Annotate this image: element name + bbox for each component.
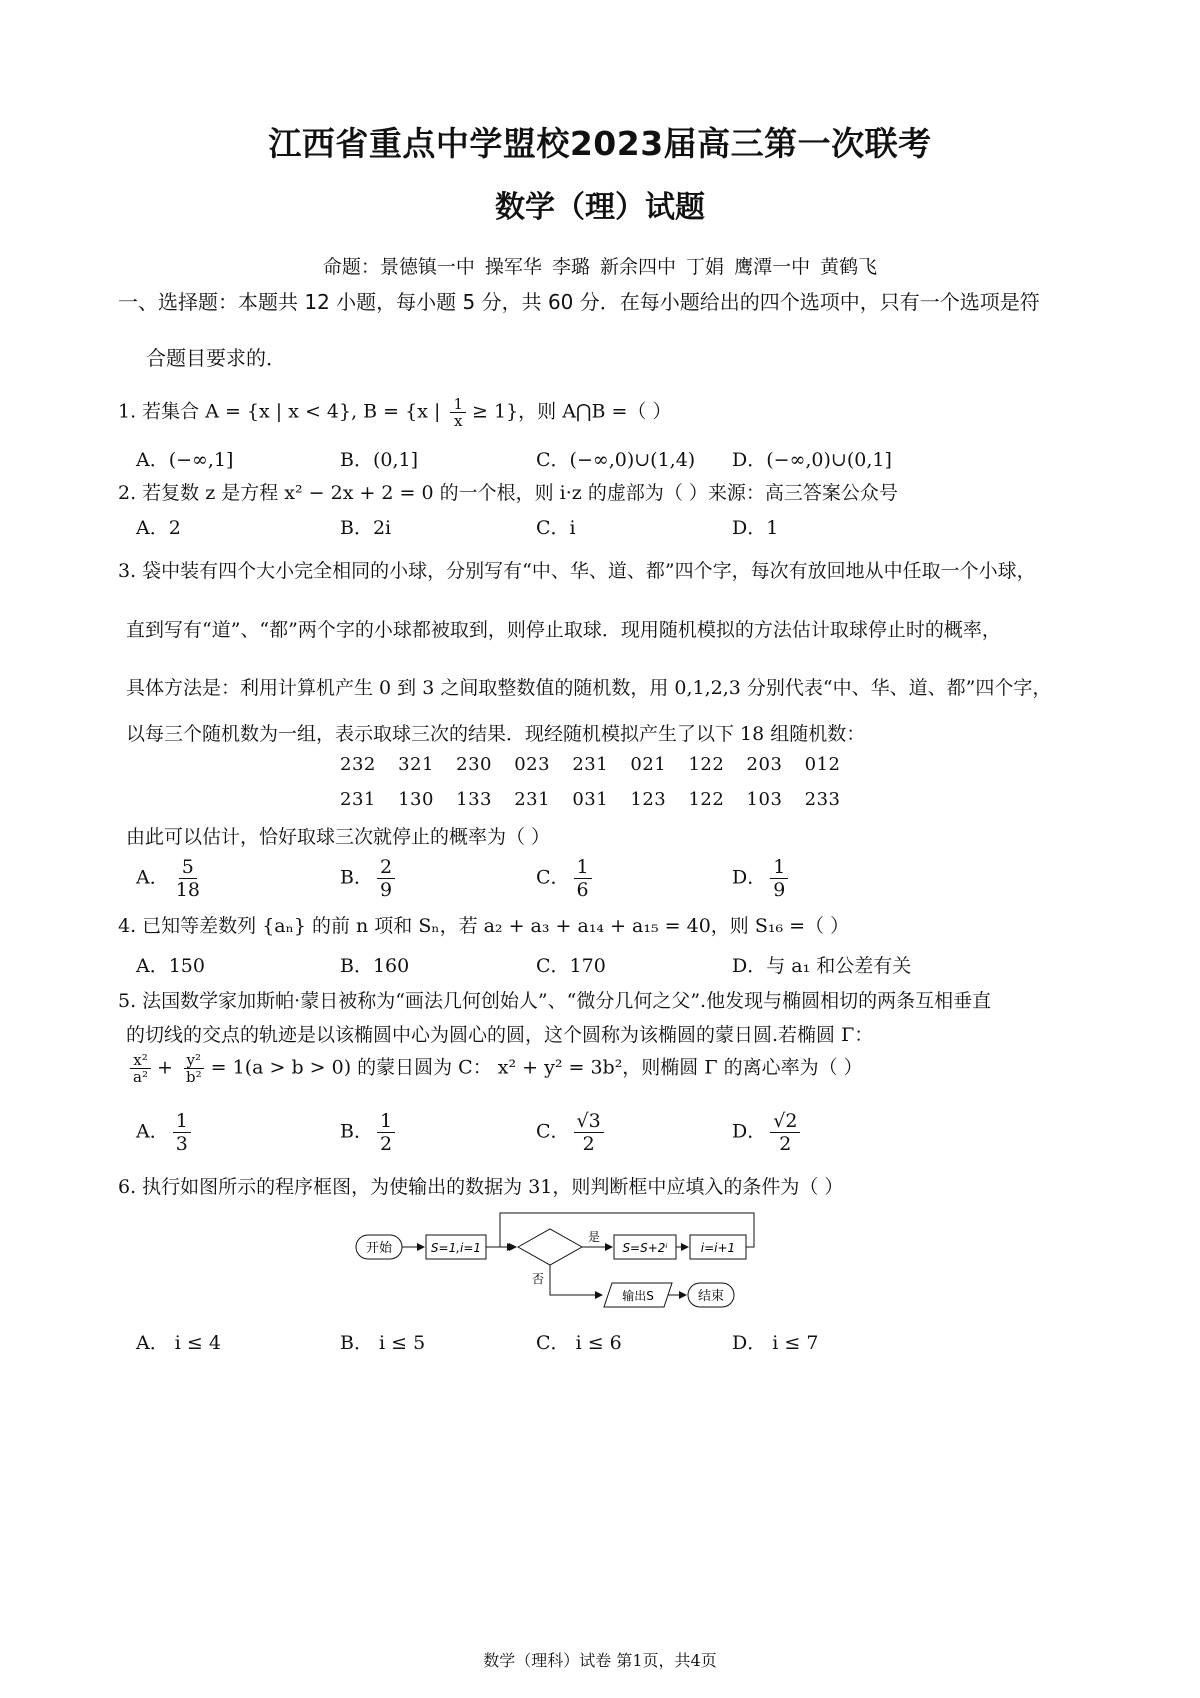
q3-option-a-den: 18	[175, 879, 200, 901]
flow-arrow-no	[550, 1265, 602, 1295]
q5-option-c	[536, 1110, 604, 1155]
q2-option-b: B．2i	[340, 517, 392, 539]
q5-option-b-label: B．	[340, 1120, 373, 1143]
question-3-line1: 3. 袋中装有四个大小完全相同的小球，分别写有“中、华、道、都”四个字，每次有放回地从中任取一个小球，	[118, 560, 1036, 582]
random-numbers-row2: 231 130 133 231 031 123 122 103 233	[340, 789, 841, 810]
q1-option-b: B．(0,1]	[340, 449, 419, 471]
q5-option-d-frac	[770, 1110, 800, 1155]
q5-option-a-label: A．	[136, 1120, 169, 1143]
q4-option-c: C．170	[536, 955, 606, 977]
q5-option-d-label: D．	[732, 1120, 767, 1143]
q3-option-b	[340, 856, 395, 901]
q3-option-a-num: 5	[179, 856, 197, 879]
section1-heading-line1: 一、选择题：本题共 12 小题，每小题 5 分，共 60 分．在每小题给出的四个选项中，只有一个选项是符	[118, 290, 1040, 314]
flow-end-text: 结束	[697, 1289, 725, 1304]
q3-option-b-label: B．	[340, 866, 373, 889]
q4-option-b: B．160	[340, 955, 410, 977]
question-5-line3	[126, 1052, 863, 1085]
section1-heading-line2: 合题目要求的．	[146, 346, 286, 370]
exam-authors: 命题：景德镇一中 操军华 李璐 新余四中 丁娟 鹰潭一中 黄鹤飞	[322, 256, 878, 278]
q3-option-c	[536, 856, 592, 901]
q3-option-c-label: C．	[536, 866, 570, 889]
flow-update-s-text: S=S+2ⁱ	[622, 1241, 668, 1255]
q2-option-c: C．i	[536, 517, 576, 539]
q5-option-a-num: 1	[173, 1110, 191, 1133]
q5-option-d-den: 2	[779, 1133, 792, 1155]
q5-option-d	[732, 1110, 800, 1155]
q1-option-a: A．(−∞,1]	[136, 449, 234, 471]
q5-frac-x-num: x²	[130, 1052, 150, 1069]
q3-option-d	[732, 856, 788, 901]
exam-title: 江西省重点中学盟校2023届高三第一次联考	[268, 124, 932, 163]
q1-frac-num: 1	[450, 396, 466, 413]
question-1-stem	[118, 396, 671, 429]
q5-plus: +	[157, 1056, 173, 1079]
question-2-stem: 2. 若复数 z 是方程 x² − 2x + 2 = 0 的一个根，则 i·z 的虚部为（ ）来源：高三答案公众号	[118, 482, 898, 504]
q5-option-b-frac	[377, 1110, 395, 1155]
random-numbers-row1: 232 321 230 023 231 021 122 203 012	[340, 754, 841, 775]
q1-stem-pre: 1. 若集合 A = {x | x < 4}, B = {x |	[118, 400, 441, 423]
question-5-line1: 5. 法国数学家加斯帕·蒙日被称为“画法几何创始人”、“微分几何之父”.他发现与椭圆相切的两条互相垂直	[118, 990, 992, 1012]
flow-output-text: 输出S	[622, 1289, 654, 1303]
q5-option-b-num: 1	[377, 1110, 395, 1133]
q6-option-a: A． i ≤ 4	[136, 1332, 221, 1354]
q5-option-c-den: 2	[582, 1133, 595, 1155]
q3-option-c-den: 6	[576, 879, 589, 901]
q3-option-d-frac	[770, 856, 788, 901]
flow-start-text: 开始	[365, 1241, 393, 1256]
question-3-line4: 以每三个随机数为一组，表示取球三次的结果．现经随机模拟产生了以下 18 组随机数：	[126, 723, 866, 745]
flow-decision-diamond	[518, 1229, 582, 1265]
q3-option-b-num: 2	[377, 856, 395, 879]
q4-option-a: A．150	[136, 955, 205, 977]
q5-frac-x	[130, 1052, 151, 1085]
q5-option-c-frac	[574, 1110, 604, 1155]
q5-option-a-frac	[173, 1110, 191, 1155]
q3-option-a-frac	[173, 856, 203, 901]
q2-option-a: A．2	[136, 517, 181, 539]
q5-frac-y-den: b²	[185, 1068, 202, 1086]
flow-init-text: S=1,i=1	[430, 1241, 482, 1255]
q4-option-d: D．与 a₁ 和公差有关	[732, 955, 912, 977]
q5-frac-x-den: a²	[133, 1068, 148, 1086]
q3-option-c-num: 1	[574, 856, 592, 879]
q5-option-b	[340, 1110, 395, 1155]
q5-option-b-den: 2	[379, 1133, 393, 1155]
q1-option-c: C．(−∞,0)∪(1,4)	[536, 449, 696, 471]
q6-option-d: D． i ≤ 7	[732, 1332, 819, 1354]
page-footer: 数学（理科）试卷 第1页，共4页	[483, 1651, 717, 1670]
q3-option-b-frac	[377, 856, 395, 901]
q5-option-a	[136, 1110, 191, 1155]
flow-no-label: 否	[531, 1272, 545, 1286]
q3-option-a	[136, 856, 203, 901]
q5-option-d-num: √2	[770, 1110, 800, 1133]
q5-frac-y	[183, 1052, 205, 1085]
question-4-stem: 4. 已知等差数列 {aₙ} 的前 n 项和 Sₙ，若 a₂ + a₃ + a₁₄ + a₁₅ = 40，则 S₁₆ =（ ）	[118, 915, 850, 937]
q1-frac-den: x	[453, 412, 463, 430]
q6-option-b: B． i ≤ 5	[340, 1332, 426, 1354]
q1-fraction	[450, 396, 466, 429]
q3-option-c-frac	[574, 856, 592, 901]
exam-subtitle: 数学（理）试题	[495, 190, 705, 225]
q3-option-d-den: 9	[773, 879, 786, 901]
q5-line3-post: = 1(a > b > 0) 的蒙日圆为 C： x² + y² = 3b²，则椭圆 Γ 的离心率为（ ）	[210, 1056, 863, 1079]
q1-option-d: D．(−∞,0)∪(0,1]	[732, 449, 892, 471]
flow-update-i-text: i=i+1	[700, 1241, 736, 1255]
q2-option-d: D．1	[732, 517, 779, 539]
q5-option-c-num: √3	[574, 1110, 604, 1133]
q1-stem-post: ≥ 1}，则 A⋂B =（ ）	[472, 400, 672, 423]
question-3-line2: 直到写有“道”、“都”两个字的小球都被取到，则停止取球．现用随机模拟的方法估计取球停止时的概率，	[126, 619, 1001, 641]
question-6-stem: 6. 执行如图所示的程序框图，为使输出的数据为 31，则判断框中应填入的条件为（ ）	[118, 1176, 844, 1198]
q5-option-c-label: C．	[536, 1120, 570, 1143]
q5-frac-y-num: y²	[184, 1052, 205, 1069]
q3-option-a-label: A．	[136, 866, 169, 889]
q3-option-b-den: 9	[379, 879, 393, 901]
q3-option-d-label: D．	[732, 866, 767, 889]
q6-option-c: C． i ≤ 6	[536, 1332, 622, 1354]
question-5-line2: 的切线的交点的轨迹是以该椭圆中心为圆心的圆，这个圆称为该椭圆的蒙日圆.若椭圆 Γ：	[126, 1024, 874, 1046]
question-3-line5: 由此可以估计，恰好取球三次就停止的概率为（ ）	[126, 826, 551, 848]
question-3-line3: 具体方法是：利用计算机产生 0 到 3 之间取整数值的随机数，用 0,1,2,3 分别代表“中、华、道、都”四个字，	[126, 677, 1052, 699]
q3-option-d-num: 1	[770, 856, 788, 879]
flow-yes-label: 是	[587, 1230, 601, 1244]
q5-option-a-den: 3	[175, 1133, 188, 1155]
program-flowchart	[350, 1205, 770, 1317]
